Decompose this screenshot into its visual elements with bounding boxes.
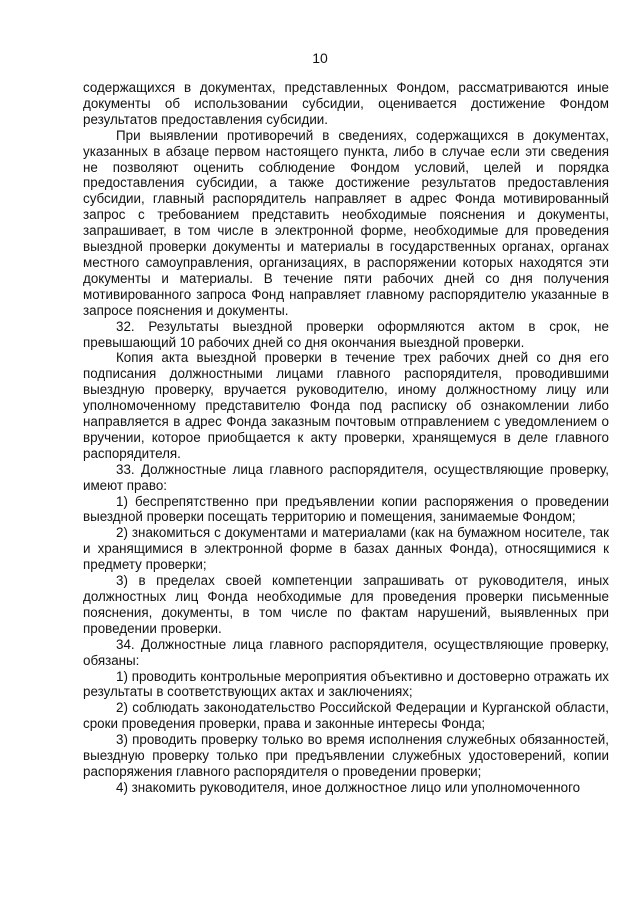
page-number: 10: [312, 50, 328, 66]
paragraph: 2) знакомиться с документами и материалами (как на бумажном носителе, так и хранящимися в электронной форме в базах данных Фонда), относящимися к предмету проверки;: [83, 525, 609, 573]
paragraph: 33. Должностные лица главного распорядителя, осуществляющие проверку, имеют право:: [83, 461, 609, 493]
paragraph: 3) проводить проверку только во время исполнения служебных обязанностей, выездную проверку только при предъявлении служебных удостоверений, копии распоряжения главного распорядителя о проведении проверки;: [83, 732, 609, 779]
paragraph: 1) проводить контрольные мероприятия объективно и достоверно отражать их результаты в соответствующих актах и заключениях;: [83, 668, 609, 700]
paragraph: 4) знакомить руководителя, иное должностное лицо или уполномоченного: [116, 779, 581, 795]
paragraph: 1) беспрепятственно при предъявлении копии распоряжения о проведении выездной проверки посещать территорию и помещения, занимаемые Фондом;: [83, 493, 609, 525]
document-body: [83, 80, 609, 796]
paragraph: 3) в пределах своей компетенции запрашивать от руководителя, иных должностных лиц Фонда необходимые для проведения проверки письменные пояснения, документы, в том числе по фактам нарушений, выявленных при проведении проверки.: [83, 573, 609, 636]
paragraph: Копия акта выездной проверки в течение трех рабочих дней со дня его подписания должностными лицами главного распорядителя, проводившими выездную проверку, вручается руководителю, иному должностному лицу или уполномоченному представителю Фонда под расписку об ознакомлении либо направляется в адрес Фонда заказным почтовым отправлением с уведомлением о вручении, которое приобщается к акту проверки, хранящемуся в деле главного распорядителя.: [83, 350, 609, 461]
paragraph: содержащихся в документах, представленных Фондом, рассматриваются иные документы об использовании субсидии, оценивается достижение Фондом результатов предоставления субсидии.: [83, 80, 609, 127]
paragraph: 2) соблюдать законодательство Российской Федерации и Курганской области, сроки проведения проверки, права и законные интересы Фонда;: [83, 700, 609, 732]
paragraph: 34. Должностные лица главного распорядителя, осуществляющие проверку, обязаны:: [83, 636, 609, 668]
paragraph: 32. Результаты выездной проверки оформляются актом в срок, не превышающий 10 рабочих дней со дня окончания выездной проверки.: [83, 318, 609, 350]
paragraph: При выявлении противоречий в сведениях, содержащихся в документах, указанных в абзаце первом настоящего пункта, либо в случае если эти сведения не позволяют оценить соблюдение Фондом условий, целей и порядка предоставления субсидии, а также достижение результатов предоставления субсидии, главный распорядитель направляет в адрес Фонда мотивированный запрос с требованием представить необходимые пояснения и документы, запрашивает, в том числе в электронной форме, необходимые для проведения выездной проверки документы и материалы в государственных органах, органах местного самоуправления, организациях, в распоряжении которых находятся эти документы и материалы. В течение пяти рабочих дней со дня получения мотивированного запроса Фонд направляет главному распорядителю указанные в запросе пояснения и документы.: [83, 127, 609, 318]
